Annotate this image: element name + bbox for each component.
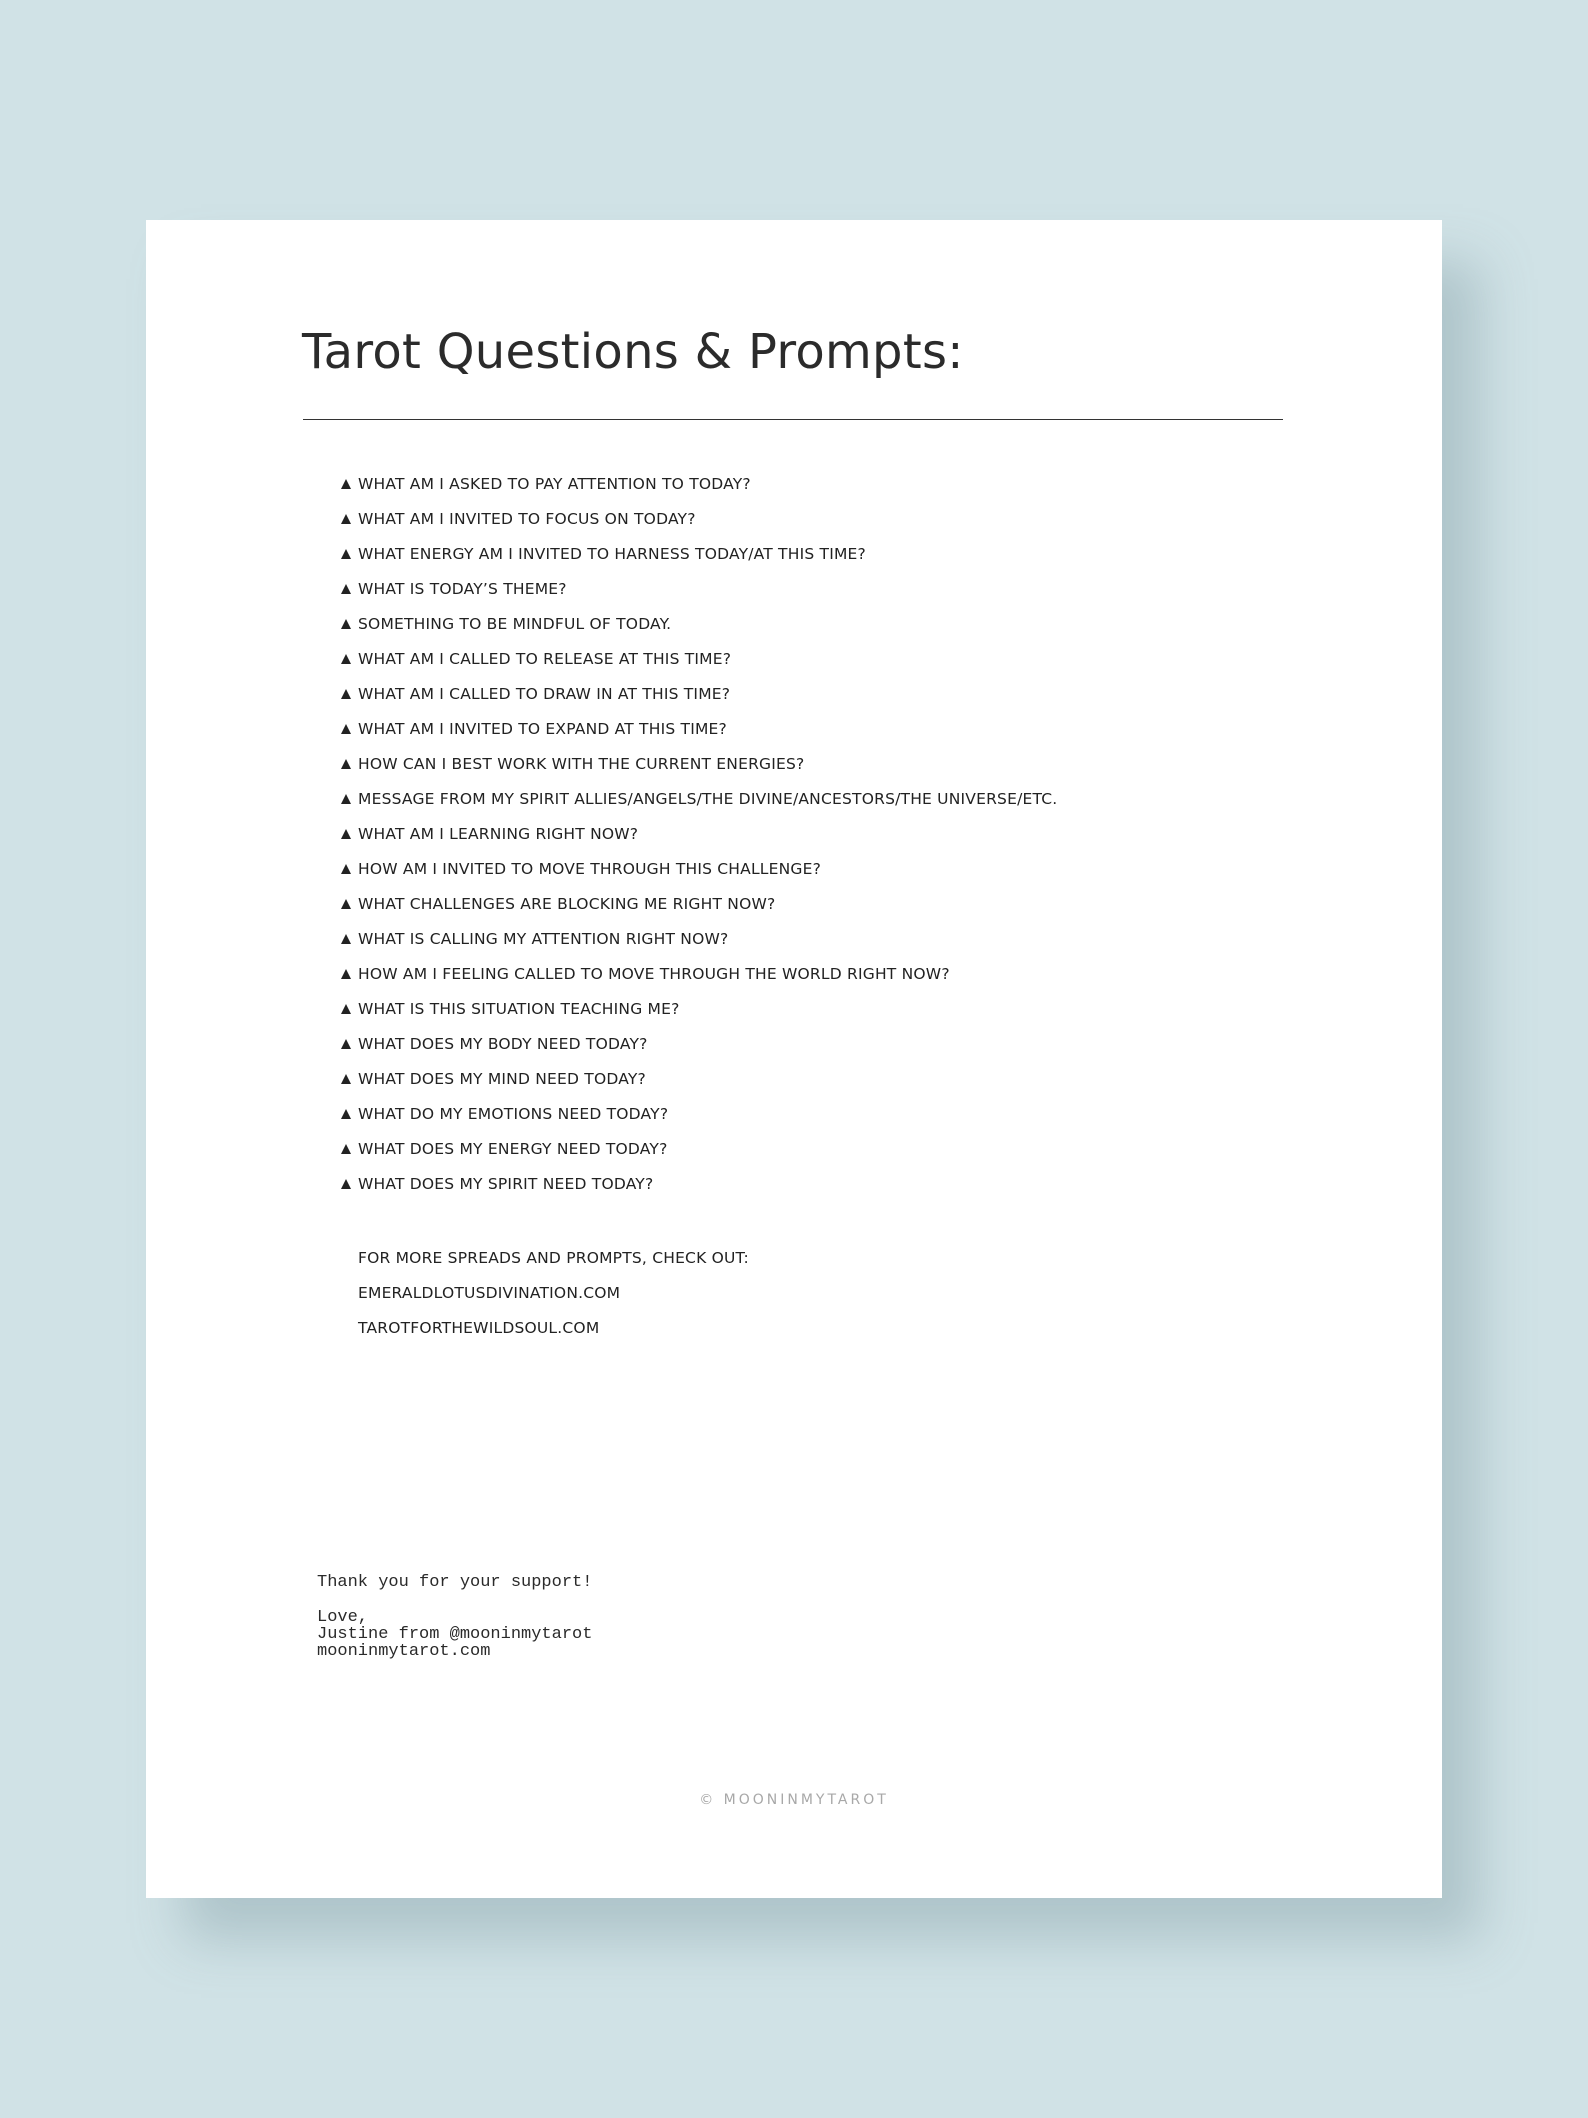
prompt-text: WHAT DOES MY ENERGY NEED TODAY? — [358, 1140, 668, 1158]
triangle-icon — [340, 863, 352, 875]
triangle-icon — [340, 723, 352, 735]
triangle-icon — [340, 618, 352, 630]
prompt-text: WHAT DOES MY SPIRIT NEED TODAY? — [358, 1175, 654, 1193]
more-resources-heading: FOR MORE SPREADS AND PROMPTS, CHECK OUT: — [358, 1249, 749, 1267]
thank-you-line: Thank you for your support! — [317, 1573, 593, 1592]
prompt-text: HOW AM I INVITED TO MOVE THROUGH THIS CHALLENGE? — [358, 860, 822, 878]
triangle-icon — [340, 758, 352, 770]
resource-link-emeraldlotus: EMERALDLOTUSDIVINATION.COM — [358, 1284, 621, 1302]
prompt-text: WHAT ENERGY AM I INVITED TO HARNESS TODAY/AT THIS TIME? — [358, 545, 866, 563]
triangle-icon — [340, 583, 352, 595]
triangle-icon — [340, 653, 352, 665]
more-resources — [358, 1249, 749, 1354]
triangle-icon — [340, 478, 352, 490]
prompt-text: HOW AM I FEELING CALLED TO MOVE THROUGH THE WORLD RIGHT NOW? — [358, 965, 950, 983]
prompt-text: WHAT DOES MY BODY NEED TODAY? — [358, 1035, 648, 1053]
triangle-icon — [340, 898, 352, 910]
triangle-icon — [340, 1178, 352, 1190]
triangle-icon — [340, 1073, 352, 1085]
prompt-text: MESSAGE FROM MY SPIRIT ALLIES/ANGELS/THE DIVINE/ANCESTORS/THE UNIVERSE/ETC. — [358, 790, 1058, 808]
prompt-text: WHAT DOES MY MIND NEED TODAY? — [358, 1070, 646, 1088]
prompt-text: WHAT IS CALLING MY ATTENTION RIGHT NOW? — [358, 930, 729, 948]
triangle-icon — [340, 548, 352, 560]
triangle-icon — [340, 1003, 352, 1015]
triangle-icon — [340, 1038, 352, 1050]
document-page — [146, 220, 1442, 1898]
prompt-text: WHAT IS TODAY’S THEME? — [358, 580, 567, 598]
copyright-footer: © MOONINMYTAROT — [699, 1792, 889, 1808]
title-divider — [303, 419, 1283, 420]
author-line: Justine from @mooninmytarot — [317, 1625, 593, 1644]
triangle-icon — [340, 688, 352, 700]
triangle-icon — [340, 513, 352, 525]
author-website: mooninmytarot.com — [317, 1642, 491, 1661]
prompt-text: SOMETHING TO BE MINDFUL OF TODAY. — [358, 615, 672, 633]
signoff-spacer — [317, 1591, 592, 1609]
prompt-text: WHAT AM I LEARNING RIGHT NOW? — [358, 825, 639, 843]
prompt-text: WHAT DO MY EMOTIONS NEED TODAY? — [358, 1105, 669, 1123]
triangle-icon — [340, 793, 352, 805]
triangle-icon — [340, 968, 352, 980]
page-title: Tarot Questions & Prompts: — [302, 324, 964, 380]
triangle-icon — [340, 933, 352, 945]
prompt-text: WHAT IS THIS SITUATION TEACHING ME? — [358, 1000, 680, 1018]
prompt-text: WHAT CHALLENGES ARE BLOCKING ME RIGHT NOW? — [358, 895, 776, 913]
triangle-icon — [340, 1108, 352, 1120]
prompt-text: WHAT AM I CALLED TO RELEASE AT THIS TIME? — [358, 650, 732, 668]
prompt-text: WHAT AM I INVITED TO EXPAND AT THIS TIME? — [358, 720, 727, 738]
prompt-text: WHAT AM I INVITED TO FOCUS ON TODAY? — [358, 510, 696, 528]
prompt-text: HOW CAN I BEST WORK WITH THE CURRENT ENERGIES? — [358, 755, 805, 773]
triangle-icon — [340, 1143, 352, 1155]
prompt-text: WHAT AM I ASKED TO PAY ATTENTION TO TODAY? — [358, 475, 751, 493]
triangle-icon — [340, 828, 352, 840]
love-line: Love, — [317, 1608, 369, 1627]
signoff-note — [317, 1574, 592, 1660]
prompt-text: WHAT AM I CALLED TO DRAW IN AT THIS TIME? — [358, 685, 731, 703]
resource-link-tarotforthewildsoul: TAROTFORTHEWILDSOUL.COM — [358, 1319, 600, 1337]
